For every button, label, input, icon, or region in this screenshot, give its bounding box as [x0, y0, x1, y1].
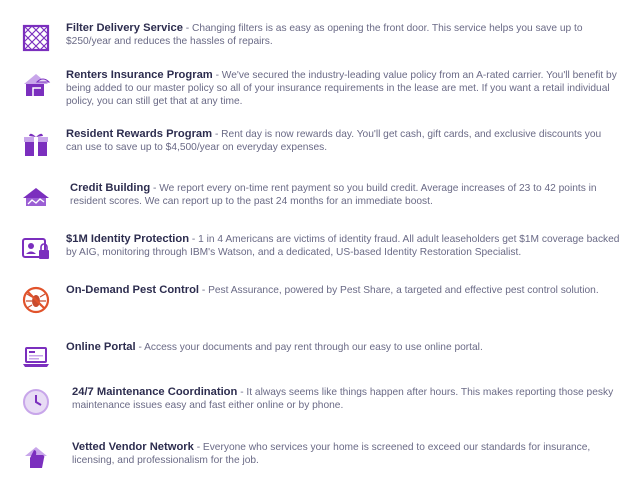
service-item: [20, 284, 620, 328]
service-title: Filter Delivery Service: [66, 22, 183, 34]
service-title: $1M Identity Protection: [66, 233, 190, 245]
service-title: Vetted Vendor Network: [72, 441, 194, 453]
title-separator: -: [135, 342, 145, 353]
title-separator: -: [237, 387, 247, 398]
service-text: [72, 441, 620, 467]
service-text: [66, 22, 620, 48]
service-description: It always seems like things happen after hours. This makes reporting those pesky maintenance issues easy and fast either online or by phone.: [72, 387, 614, 411]
no-pest-icon: [20, 284, 52, 316]
service-text: [72, 386, 620, 412]
laptop-portal-icon: [20, 341, 52, 373]
service-title: Renters Insurance Program: [66, 69, 213, 81]
service-title: On-Demand Pest Control: [66, 284, 200, 296]
service-text: [66, 233, 620, 259]
service-text: [66, 341, 620, 354]
service-item: [20, 69, 620, 113]
service-text: [70, 182, 620, 208]
service-item: [20, 386, 620, 430]
title-separator: -: [150, 183, 160, 194]
service-text: [66, 69, 620, 108]
service-item: [20, 22, 620, 66]
service-text: [66, 284, 620, 297]
service-item: [20, 233, 620, 277]
service-item: [20, 341, 620, 385]
service-item: [20, 182, 620, 226]
service-text: [66, 128, 620, 154]
service-description: Everyone who services your home is screened to exceed our standards for insurance, licensing, and professionalism for the job.: [72, 442, 591, 466]
credit-house-icon: [20, 182, 52, 214]
id-lock-icon: [20, 233, 52, 265]
service-description: We've secured the industry-leading value policy from an A-rated carrier. You'll benefit by being added to our master policy so all of your insurance requirements in the lease are met. If you want a retail individual policy, you can still get that at any time.: [66, 70, 617, 107]
service-title: Credit Building: [70, 182, 151, 194]
service-description: Rent day is now rewards day. You'll get cash, gift cards, and exclusive discounts you can use to save up to $4,500/year on everyday expenses.: [66, 129, 602, 153]
service-item: [20, 441, 620, 485]
service-title: Online Portal: [66, 341, 136, 353]
service-description: We report every on-time rent payment so you build credit. Average increases of 23 to 42 points in resident scores. We can report up to the past 24 months for an immediate boost.: [70, 183, 597, 207]
gift-icon: [20, 128, 52, 160]
service-title: 24/7 Maintenance Coordination: [72, 386, 238, 398]
service-description: Pest Assurance, powered by Pest Share, a targeted and effective pest control solution.: [208, 285, 599, 296]
service-description: 1 in 4 Americans are victims of identity fraud. All adult leaseholders get $1M coverage backed by AIG, monitoring through IBM's Watson, and a dedicated, US-based Identity Restoration Specialist.: [66, 234, 620, 258]
filter-grid-icon: [20, 22, 52, 54]
title-separator: -: [212, 129, 222, 140]
service-title: Resident Rewards Program: [66, 128, 213, 140]
title-separator: -: [199, 285, 209, 296]
title-separator: -: [193, 442, 203, 453]
house-umbrella-icon: [20, 69, 52, 101]
service-description: Access your documents and pay rent through our easy to use online portal.: [144, 342, 483, 353]
service-item: [20, 128, 620, 172]
service-description: Changing filters is as easy as opening the front door. This service helps you save up to $250/year and reduces the hassles of repairs.: [66, 23, 583, 47]
clock-24-7-icon: [20, 386, 52, 418]
title-separator: -: [189, 234, 199, 245]
title-separator: -: [212, 70, 222, 81]
thumbs-up-house-icon: [20, 441, 52, 473]
title-separator: -: [182, 23, 192, 34]
